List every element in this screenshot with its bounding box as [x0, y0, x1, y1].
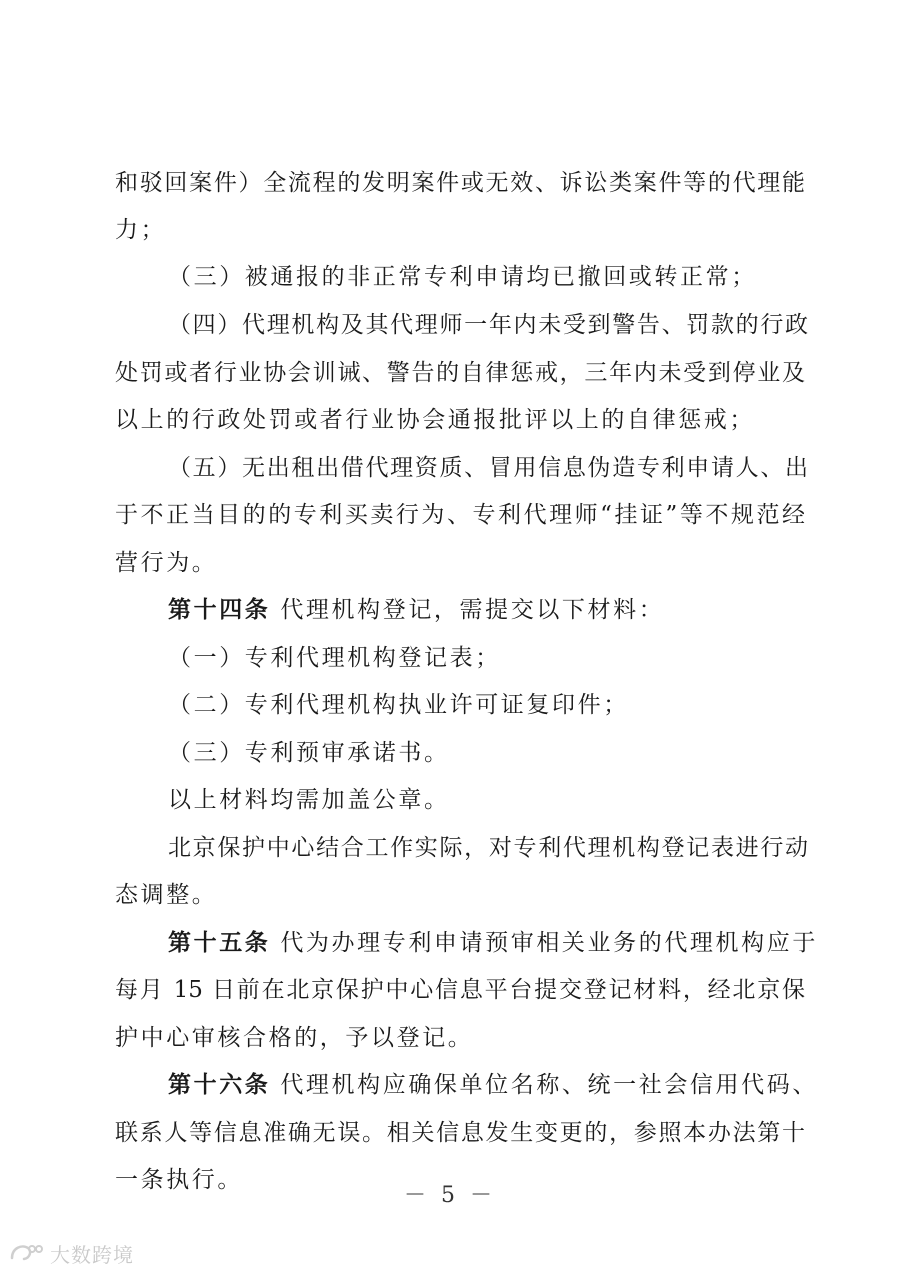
paragraph-line: 营行为。 — [115, 550, 218, 576]
paragraph-line: 以上材料均需加盖公章。 — [168, 787, 450, 813]
article-paragraph — [168, 1070, 818, 1100]
article-paragraph — [168, 595, 808, 625]
paragraph-line: 处罚或者行业协会训诫、警告的自律惩戒，三年内未受到停业及 — [115, 360, 805, 386]
paragraph-line: 护中心审核合格的，予以登记。 — [115, 1025, 474, 1051]
watermark-text: 大数跨境 — [50, 1242, 134, 1267]
article-heading: 第十四条 — [168, 596, 271, 623]
paragraph-line: （四）代理机构及其代理师一年内未受到警告、罚款的行政 — [168, 312, 808, 338]
paragraph-line: 每月 15 日前在北京保护中心信息平台提交登记材料，经北京保 — [115, 977, 805, 1003]
paragraph-line: 联系人等信息准确无误。相关信息发生变更的，参照本办法第十 — [115, 1120, 805, 1146]
list-item: （三）专利预审承诺书。 — [168, 740, 450, 766]
paragraph-line: 力； — [115, 217, 167, 243]
paragraph-line: 态调整。 — [115, 882, 218, 908]
article-text: 代理机构应确保单位名称、统一社会信用代码、 — [280, 1072, 818, 1098]
watermark — [8, 1238, 148, 1268]
list-item: （一）专利代理机构登记表； — [168, 645, 501, 671]
article-text: 代为办理专利申请预审相关业务的代理机构应于 — [280, 930, 818, 956]
paragraph-line: 一条执行。 — [115, 1167, 243, 1193]
paragraph-line: 以上的行政处罚或者行业协会通报批评以上的自律惩戒； — [115, 407, 755, 433]
article-heading: 第十六条 — [168, 1071, 271, 1098]
paragraph-line: （三）被通报的非正常专利申请均已撤回或转正常； — [168, 264, 757, 290]
article-text: 代理机构登记，需提交以下材料： — [280, 597, 665, 623]
paragraph-line: 于不正当目的的专利买卖行为、专利代理师“挂证”等不规范经 — [115, 502, 805, 528]
paragraph-line: （五）无出租出借代理资质、冒用信息伪造专利申请人、出 — [168, 455, 808, 481]
article-heading: 第十五条 — [168, 929, 271, 956]
brand-logo-icon — [8, 1240, 44, 1266]
list-item: （二）专利代理机构执业许可证复印件； — [168, 692, 629, 718]
paragraph-line: 北京保护中心结合工作实际，对专利代理机构登记表进行动 — [168, 835, 808, 861]
article-paragraph — [168, 928, 818, 958]
page-number: － 5 － — [404, 1183, 496, 1208]
paragraph-line: 和驳回案件）全流程的发明案件或无效、诉讼类案件等的代理能 — [115, 170, 805, 196]
